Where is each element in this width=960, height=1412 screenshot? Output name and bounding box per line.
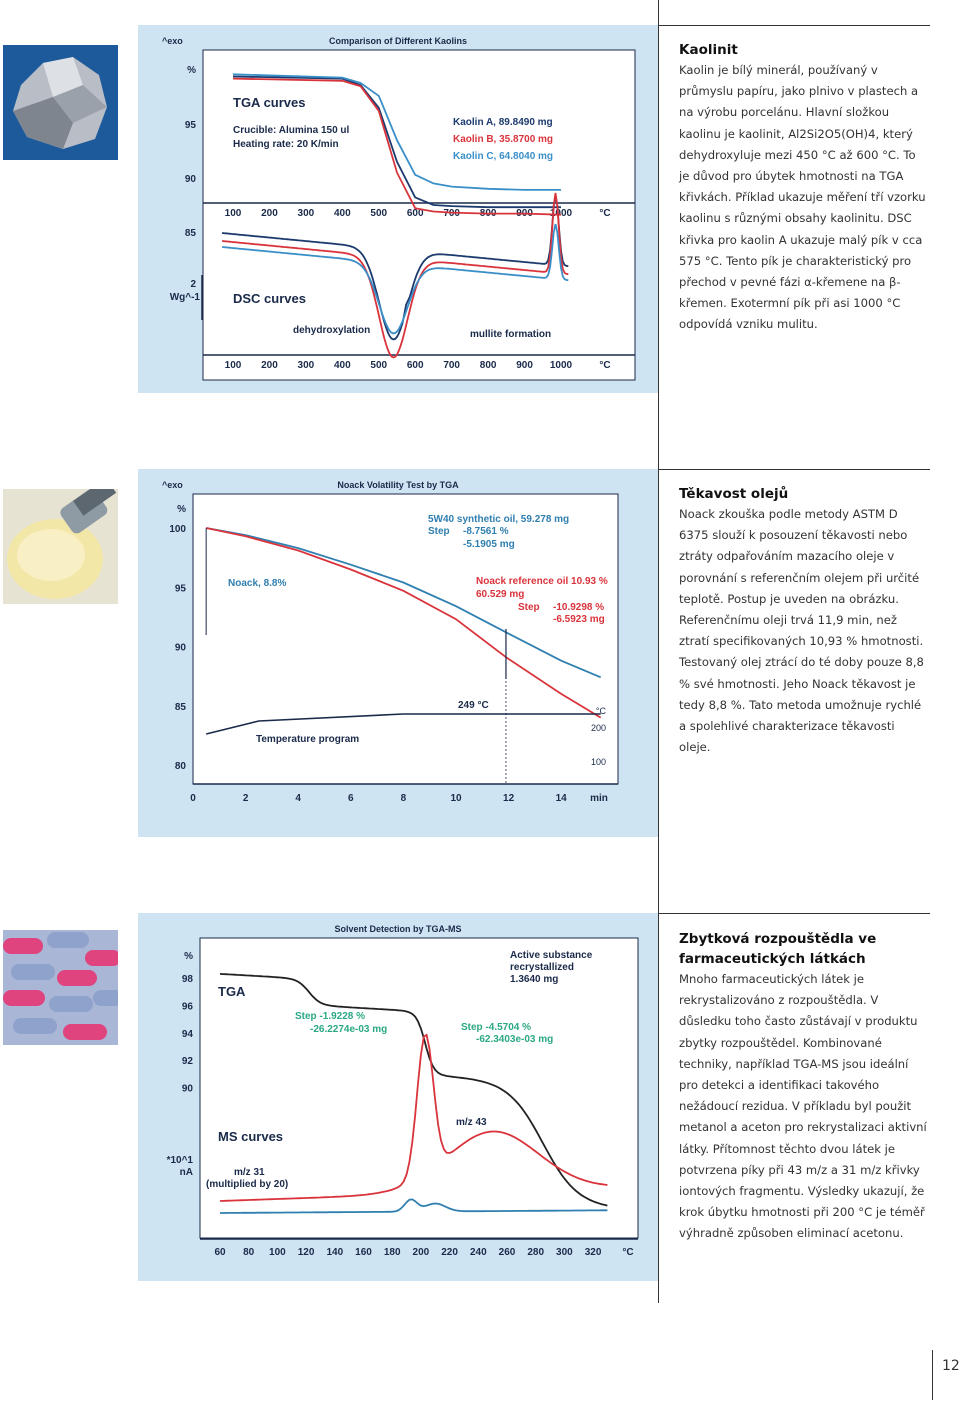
y-tick-label: 98	[181, 974, 193, 985]
x-tick-label: 260	[498, 1247, 516, 1258]
x-tick-label: 12	[503, 793, 515, 804]
x-tick-label: 6	[348, 793, 354, 804]
x-tick-label-dsc: 100	[224, 360, 242, 371]
x-tick-label-tga: 1000	[549, 208, 573, 219]
y-tick-label: 95	[184, 120, 196, 131]
section-title: Zbytková rozpouštědla ve farmaceutických látkách	[679, 931, 877, 967]
y-tick-label: 90	[184, 174, 196, 185]
series-step-value: -10.9298 %	[553, 602, 605, 613]
legend-entry: Kaolin B, 35.8700 mg	[453, 134, 554, 145]
x-tick-label: °C	[622, 1247, 634, 1258]
section-title: Kaolinit	[679, 42, 738, 58]
section-rule-2	[658, 469, 930, 470]
x-tick-label: 14	[555, 793, 567, 804]
y-tick-label: 85	[184, 228, 196, 239]
x-tick-label: 4	[295, 793, 301, 804]
series-label: 5W40 synthetic oil, 59.278 mg	[428, 514, 570, 525]
section-divider	[658, 469, 659, 914]
x-tick-label: 100	[269, 1247, 286, 1258]
section-divider	[658, 913, 659, 1303]
x-tick-label: min	[590, 793, 608, 804]
x-tick-label: 300	[556, 1247, 573, 1258]
exo-label: ^exo	[162, 36, 183, 46]
series-step-value: -8.7561 %	[463, 526, 509, 537]
temp-tick-label: 100	[590, 757, 606, 767]
x-tick-label: 0	[190, 793, 196, 804]
temp-tick-label: 200	[590, 723, 606, 733]
y-tick-label: 80	[174, 761, 186, 772]
step-label: Step -4.5704 %	[461, 1022, 532, 1033]
x-tick-label-dsc: °C	[599, 360, 611, 371]
annotation-temperature: 249 °C	[458, 700, 489, 711]
tga-label: TGA curves	[233, 95, 306, 110]
step-value: -26.2274e-03 mg	[310, 1024, 388, 1035]
chart-title: Solvent Detection by TGA-MS	[334, 924, 462, 934]
x-tick-label-dsc: 400	[333, 360, 351, 371]
x-tick-label: 180	[383, 1247, 401, 1258]
x-tick-label: 240	[469, 1247, 487, 1258]
annotation-mullite: mullite formation	[470, 329, 552, 340]
x-tick-label: 280	[527, 1247, 545, 1258]
x-tick-label-dsc: 900	[516, 360, 533, 371]
y-axis-label-dsc: Wg^-1	[169, 292, 200, 303]
x-tick-label-tga: 800	[479, 208, 497, 219]
x-tick-label-dsc: 1000	[549, 360, 573, 371]
x-tick-label-tga: 100	[224, 208, 242, 219]
x-tick-label-dsc: 800	[479, 360, 497, 371]
x-tick-label-dsc: 600	[406, 360, 424, 371]
section-oil-volatility	[679, 484, 929, 758]
condition-label: Crucible: Alumina 150 ul	[233, 125, 350, 136]
series-step-label: Step	[518, 602, 540, 613]
y-axis-label-tga: %	[187, 65, 196, 76]
y-axis-label: %	[177, 504, 186, 515]
x-tick-label-tga: 600	[406, 208, 424, 219]
x-tick-label: 200	[412, 1247, 430, 1258]
annotation-recrystallized: recrystallized	[510, 962, 574, 973]
y-tick-label: 90	[181, 1083, 193, 1095]
chart-title: Noack Volatility Test by TGA	[337, 480, 459, 490]
x-tick-label: 10	[450, 793, 462, 804]
section-rule-1	[658, 25, 930, 26]
x-tick-label: 160	[355, 1247, 372, 1258]
x-tick-label: 220	[441, 1247, 458, 1258]
step-label: Step -1.9228 %	[295, 1011, 366, 1022]
y-tick-label: 85	[174, 701, 186, 713]
x-tick-label-dsc: 700	[443, 360, 461, 371]
x-tick-label-tga: 900	[516, 208, 533, 219]
dsc-label: DSC curves	[233, 291, 306, 306]
condition-label: Heating rate: 20 K/min	[233, 139, 339, 150]
kaolin-rock-photo	[3, 45, 118, 160]
x-tick-label: 80	[243, 1247, 255, 1258]
x-tick-label-tga: 700	[443, 208, 461, 219]
x-tick-label: 2	[242, 793, 249, 804]
section-body: Mnoho farmaceutických látek je rekrystalizováno z rozpouštědla. V důsledku toho často zůstávají v produktu zbytky rozpouštědel. Kombinované techniky, například TGA-MS jsou ideální pro detekci a identifikaci takového nežádoucí rezidua. V příkladu byl použit metanol a aceton pro rekrystalizaci aktivní látky. Přítomnost těchto dvou látek je potvrzena píky při 43 m/z a 31 m/z křivky iontových fragmentu. Výsledky ukazují, že krok úbytku hmotnosti při 200 °C je téměř výhradně způsoben eliminací acetonu.	[679, 972, 927, 1241]
temp-tick-label: °C	[595, 706, 606, 716]
dsc-scale-label: 2	[190, 279, 196, 290]
section-body: Noack zkouška podle metody ASTM D 6375 slouží k posouzení těkavosti nebo ztráty odpařováním mazacího oleje v porovnání s referenčním olejem při určité teplotě. Postup je uveden na obrázku. Referenčnímu oleji trvá 11,9 min, než ztratí specifikovaných 10,93 % hmotnosti. Testovaný olej ztrácí do té doby pouze 8,8 % své hmotnosti. Jeho Noack těkavost je tedy 8,8 %. Tato metoda umožnuje rychlé a spolehlivé charakterizace těkavosti oleje.	[679, 507, 924, 755]
page-number-divider	[932, 1350, 933, 1400]
page-number: 12	[942, 1358, 960, 1374]
y-tick-label: 96	[181, 1001, 193, 1013]
tga-label: TGA	[218, 984, 246, 999]
y-axis-label: %	[184, 951, 193, 962]
chart-title: Comparison of Different Kaolins	[328, 36, 468, 46]
series-step-value: -6.5923 mg	[553, 614, 605, 625]
section-body: Kaolin je bílý minerál, používaný v průmyslu papíru, jako plnivo v plastech a na výrobu porcelánu. Hlavní složkou kaolinu je kaolinit, Al2Si2O5(OH)4, který dehydroxyluje mezi 450 °C až 600 °C. To je důvod pro úbytek hmotnosti na TGA křivkách. Příklad ukazuje měření tří vzorku kaolinu s různými obsahy kaolinitu. DSC křivka pro kaolin A ukazuje malý pík v cca 575 °C. Tento pík je charakteristický pro přechod v pevné fázi α-křemene na β-křemen. Exotermní pík při asi 1000 °C odpovídá vzniku mulitu.	[679, 63, 926, 332]
x-tick-label: 320	[584, 1247, 602, 1258]
annotation-mass: 1.3640 mg	[510, 974, 559, 985]
x-tick-label-dsc: 300	[297, 360, 315, 371]
x-tick-label-dsc: 500	[370, 360, 388, 371]
kaolin-chart	[138, 25, 658, 393]
x-tick-label-tga: 500	[370, 208, 388, 219]
series-label: m/z 43	[456, 1117, 487, 1128]
section-kaolinit	[679, 40, 929, 336]
section-title: Těkavost olejů	[679, 486, 789, 502]
x-tick-label: 60	[214, 1247, 226, 1258]
exo-label: ^exo	[162, 480, 183, 490]
series-step-label: Step	[428, 526, 450, 537]
series-mass: 60.529 mg	[476, 589, 525, 600]
x-tick-label: 140	[326, 1247, 344, 1258]
x-tick-label-tga: °C	[599, 208, 611, 219]
step-value: -62.3403e-03 mg	[476, 1034, 554, 1045]
section-divider	[658, 0, 659, 25]
series-step-value: -5.1905 mg	[463, 539, 515, 550]
series-label: Noack reference oil 10.93 %	[476, 576, 608, 587]
y-tick-label: 90	[174, 642, 186, 654]
annotation-temperature-program: Temperature program	[256, 734, 360, 745]
ms-unit-label: nA	[179, 1167, 193, 1178]
ms-label: MS curves	[218, 1129, 284, 1144]
noack-chart	[138, 469, 658, 837]
y-tick-label: 95	[174, 583, 186, 595]
capsules-photo	[3, 930, 118, 1045]
x-tick-label-tga: 400	[333, 208, 351, 219]
ms-unit-label: *10^1	[166, 1155, 193, 1166]
section-residual-solvents	[679, 929, 929, 1245]
annotation-dehydroxylation: dehydroxylation	[293, 325, 371, 336]
legend-entry: Kaolin A, 89.8490 mg	[453, 117, 553, 128]
series-label: (multiplied by 20)	[206, 1179, 289, 1190]
x-tick-label-tga: 200	[261, 208, 278, 219]
annotation-noack: Noack, 8.8%	[228, 578, 287, 589]
annotation-active-substance: Active substance	[510, 950, 593, 961]
series-label: m/z 31	[234, 1167, 265, 1178]
y-tick-label: 94	[181, 1028, 193, 1040]
y-tick-label: 92	[181, 1056, 193, 1068]
x-tick-label: 120	[297, 1247, 315, 1258]
y-tick-label: 100	[169, 524, 186, 535]
section-rule-3	[658, 913, 930, 914]
legend-entry: Kaolin C, 64.8040 mg	[453, 151, 554, 162]
x-tick-label-dsc: 200	[261, 360, 278, 371]
x-tick-label: 8	[400, 793, 407, 804]
x-tick-label-tga: 300	[297, 208, 315, 219]
oil-pouring-photo	[3, 489, 118, 604]
plot-area	[200, 938, 638, 1238]
tga-ms-chart	[138, 913, 658, 1281]
section-divider	[658, 25, 659, 470]
